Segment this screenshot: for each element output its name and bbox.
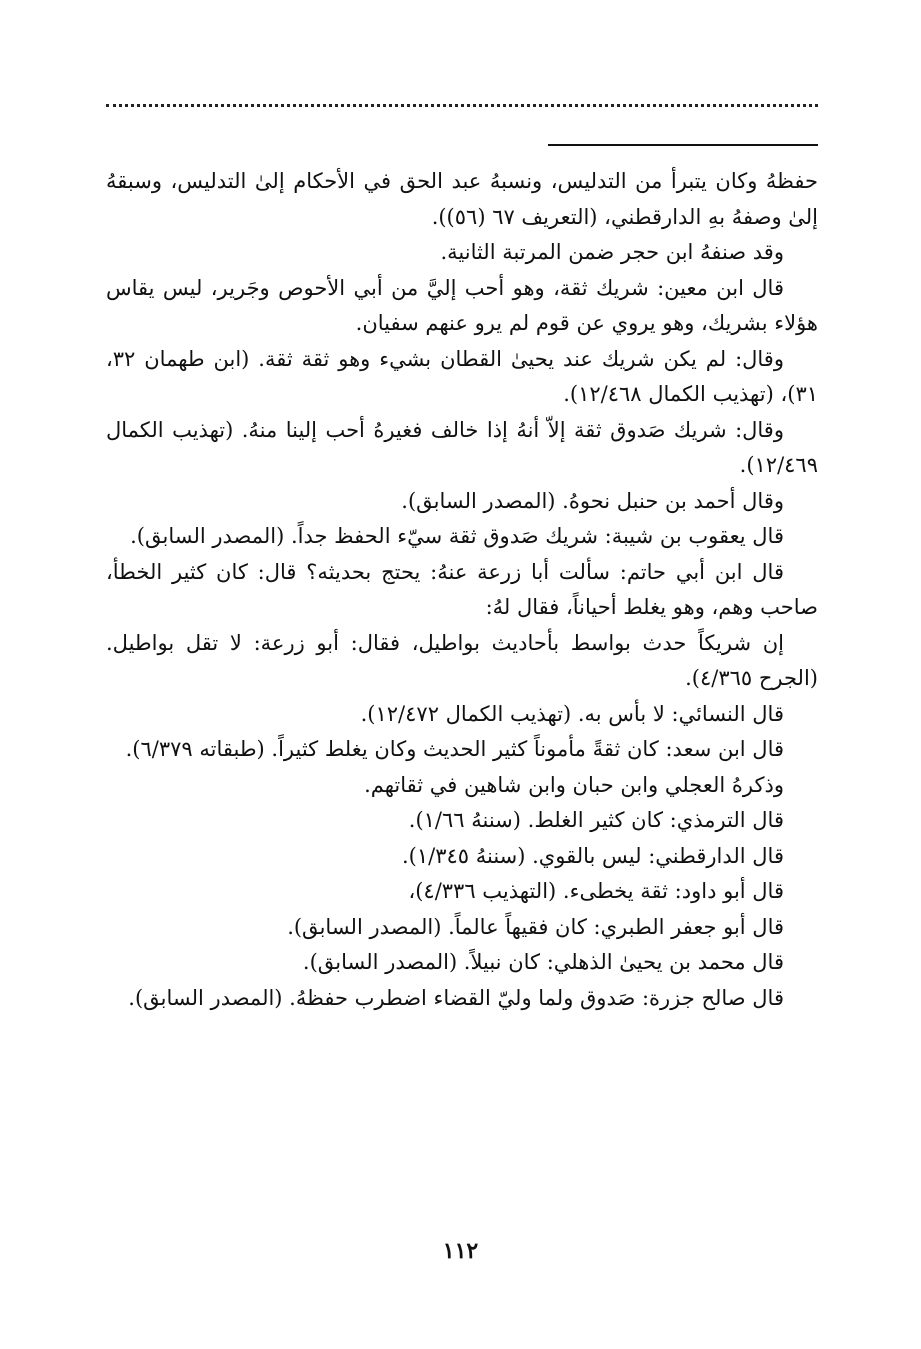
- paragraph-9: إن شريكاً حدث بواسط بأحاديث بواطيل، فقال: أبو زرعة: لا تقل بواطيل. (الجرح ٤/٣٦٥).: [106, 630, 818, 690]
- paragraph-1: حفظهُ وكان يتبرأ من التدليس، ونسبهُ عبد الحق في الأحكام إلىٰ التدليس، وسبقهُ إلىٰ وصفهُ بهِ الدارقطني، (التعريف ٦٧ (٥٦)).: [106, 169, 818, 229]
- paragraph-14: قال الدارقطني: ليس بالقوي. (سننهُ ١/٣٤٥).: [401, 843, 784, 868]
- paragraph-4: وقال: لم يكن شريك عند يحيىٰ القطان بشيء وهو ثقة ثقة. (ابن طهمان ٣٢، ٣١)، (تهذيب الكمال ١٢/٤٦٨).: [106, 346, 818, 406]
- paragraph-15: قال أبو داود: ثقة يخطىء. (التهذيب ٤/٣٣٦)،: [408, 879, 784, 903]
- paragraph-16: قال أبو جعفر الطبري: كان فقيهاً عالماً. (المصدر السابق).: [287, 914, 784, 939]
- paragraph-7: قال يعقوب بن شيبة: شريك صَدوق ثقة سيّء الحفظ جداً. (المصدر السابق).: [130, 524, 784, 548]
- paragraph-12: وذكرهُ العجلي وابن حبان وابن شاهين في ثقاتهم.: [364, 772, 784, 797]
- paragraph-11: قال ابن سعد: كان ثقةً مأموناً كثير الحديث وكان يغلط كثيراً. (طبقاته ٦/٣٧٩).: [125, 737, 784, 761]
- paragraph-17: قال محمد بن يحيىٰ الذهلي: كان نبيلاً. (المصدر السابق).: [302, 950, 784, 974]
- paragraph-2: وقد صنفهُ ابن حجر ضمن المرتبة الثانية.: [440, 240, 784, 264]
- paragraph-3: قال ابن معين: شريك ثقة، وهو أحب إليَّ من أبي الأحوص وجَرير، ليس يقاس هؤلاء بشريك، وهو يروي عن قوم لم يرو عنهم سفيان.: [106, 275, 818, 335]
- paragraph-6: وقال أحمد بن حنبل نحوهُ. (المصدر السابق).: [401, 488, 784, 513]
- paragraph-5: وقال: شريك صَدوق ثقة إلاّ أنهُ إذا خالف فغيرهُ أحب إلينا منهُ. (تهذيب الكمال ١٢/٤٦٩).: [106, 417, 818, 477]
- paragraph-13: قال الترمذي: كان كثير الغلط. (سننهُ ١/٦٦).: [408, 808, 784, 832]
- dotted-separator: [106, 104, 818, 127]
- paragraph-8: قال ابن أبي حاتم: سألت أبا زرعة عنهُ: يحتج بحديثه؟ قال: كان كثير الخطأ، صاحب وهم، وهو يغلط أحياناً، فقال لهُ:: [106, 559, 818, 619]
- page-number: ١١٢: [442, 1238, 479, 1264]
- footnote-rule: [548, 144, 818, 146]
- body-text: [106, 164, 818, 1016]
- paragraph-18: قال صالح جزرة: صَدوق ولما وليّ القضاء اضطرب حفظهُ. (المصدر السابق).: [128, 985, 784, 1010]
- paragraph-10: قال النسائي: لا بأس به. (تهذيب الكمال ١٢/٤٧٢).: [360, 701, 784, 726]
